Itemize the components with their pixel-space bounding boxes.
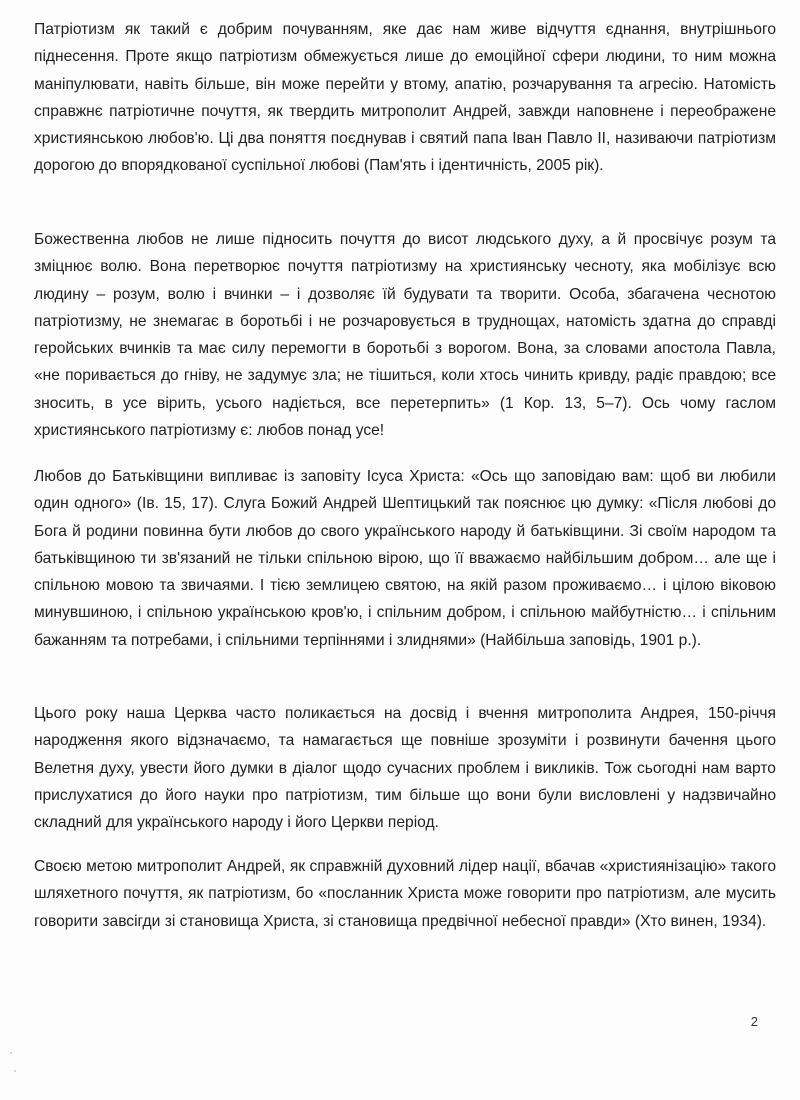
page-number: 2 xyxy=(750,1014,758,1029)
scan-speck xyxy=(14,1070,16,1072)
paragraph-1: Патріотизм як такий є добрим почуванням, яке дає нам живе відчуття єднання, внутрішнього піднесення. Проте якщо патріотизм обмежується лише до емоційної сфери людини, то ним можна маніпулювати, навіть більше, він може перейти у втому, апатію, розчарування та агресію. Натомість справжнє патріотичне почуття, як твердить митрополит Андрей, завжди наповнене і переображене християнською любов'ю. Ці два поняття поєднував і святий папа Іван Павло ІІ, називаючи патріотизм дорогою до впорядкованої суспільної любові (Пам'ять і ідентичність, 2005 рік). xyxy=(34,21,776,175)
scan-speck xyxy=(10,1052,12,1054)
paragraph-5: Своєю метою митрополит Андрей, як справжній духовний лідер нації, вбачав «християнізацію» такого шляхетного почуття, як патріотизм, бо «посланник Христа може говорити про патріотизм, але мусить говорити завсігди зі становища Христа, зі становища предвічної небесної правди» (Хто винен, 1934). xyxy=(34,858,776,930)
paragraph-4: Цього року наша Церква часто поликається на досвід і вчення митрополита Андрея, 150-річчя народження якого відзначаємо, та намагається ще повніше зрозуміти і розвинути бачення цього Велетня духу, увести його думки в діалог щодо сучасних проблем і викликів. Тож сьогодні нам варто прислухатися до його науки про патріотизм, тим більше що вони були висловлені у надзвичайно складний для українського народу і його Церкви період. xyxy=(34,705,776,832)
paragraph-3: Любов до Батьківщини випливає із заповіту Ісуса Христа: «Ось що заповідаю вам: щоб ви любили один одного» (Ів. 15, 17). Слуга Божий Андрей Шептицький так пояснює цю думку: «Після любові до Бога й родини повинна бути любов до свого українського народу й батьківщини. Зі своїм народом та батьківщиною ти зв'язаний не тільки спільною вірою, що її вважаємо найбільшим добром… але ще і спільною мовою та звичаями. І тією землицею святою, на якій разом проживаємо… і цілою віковою минувшиною, і спільною українською кров'ю, і спільним добром, і спільною майбутністю… і спільним бажанням та потребами, і спільними терпіннями і злиднями» (Найбільша заповідь, 1901 р.). xyxy=(34,468,776,649)
paragraph-2: Божественна любов не лише підносить почуття до висот людського духу, а й просвічує розум та зміцнює волю. Вона перетворює почуття патріотизму на християнську чесноту, яка мобілізує всю людину – розум, волю і вчинки – і дозволяє їй будувати та творити. Особа, збагачена чеснотою патріотизму, не знемагає в боротьбі і не розчаровується в труднощах, натомість здатна до справді геройських вчинків та має силу перемогти в боротьбі з ворогом. Вона, за словами апостола Павла, «не поривається до гніву, не задумує зла; не тішиться, коли хтось чинить кривду, радіє правдою; все зносить, в усе вірить, усього надіється, все перетерпить» (1 Кор. 13, 5–7). Ось чому гаслом християнського патріотизму є: любов понад усе! xyxy=(34,231,776,440)
